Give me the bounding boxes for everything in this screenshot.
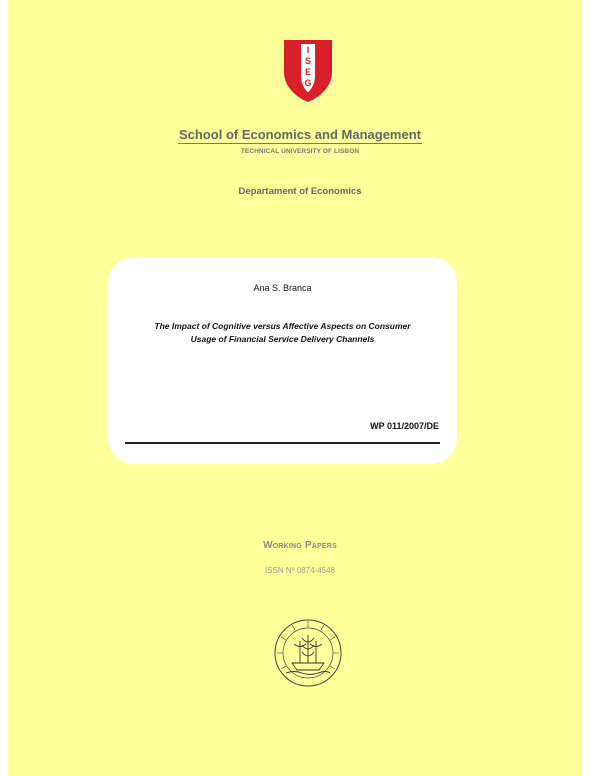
logo-letter-i: I	[306, 45, 310, 55]
caravel-seal-icon	[272, 617, 344, 689]
paper-title-line-2: Usage of Financial Service Delivery Channels	[190, 334, 375, 344]
paper-title-line-1: The Impact of Cognitive versus Affective Aspects on Consumer	[154, 321, 411, 331]
logo-letter-s: S	[304, 56, 312, 66]
school-name	[0, 127, 600, 144]
divider-rule	[125, 442, 440, 444]
author-name: Ana S. Branca	[253, 283, 312, 293]
working-paper-number: WP 011/2007/DE	[370, 421, 439, 431]
university-seal	[272, 617, 344, 689]
iseg-logo	[282, 38, 334, 104]
logo-letter-e: E	[304, 67, 312, 77]
paper-title	[108, 320, 457, 346]
paper-card	[108, 257, 457, 464]
department-name: Departament of Economics	[238, 186, 362, 197]
school-name-text: School of Economics and Management	[179, 127, 421, 142]
iseg-shield-icon	[282, 38, 334, 104]
series-name: Working Papers	[263, 540, 337, 551]
university-name: TECHNICAL UNIVERSITY OF LISBON	[240, 148, 360, 155]
issn-number: ISSN Nº 0874-4548	[264, 566, 336, 575]
logo-letter-g: G	[304, 78, 312, 88]
